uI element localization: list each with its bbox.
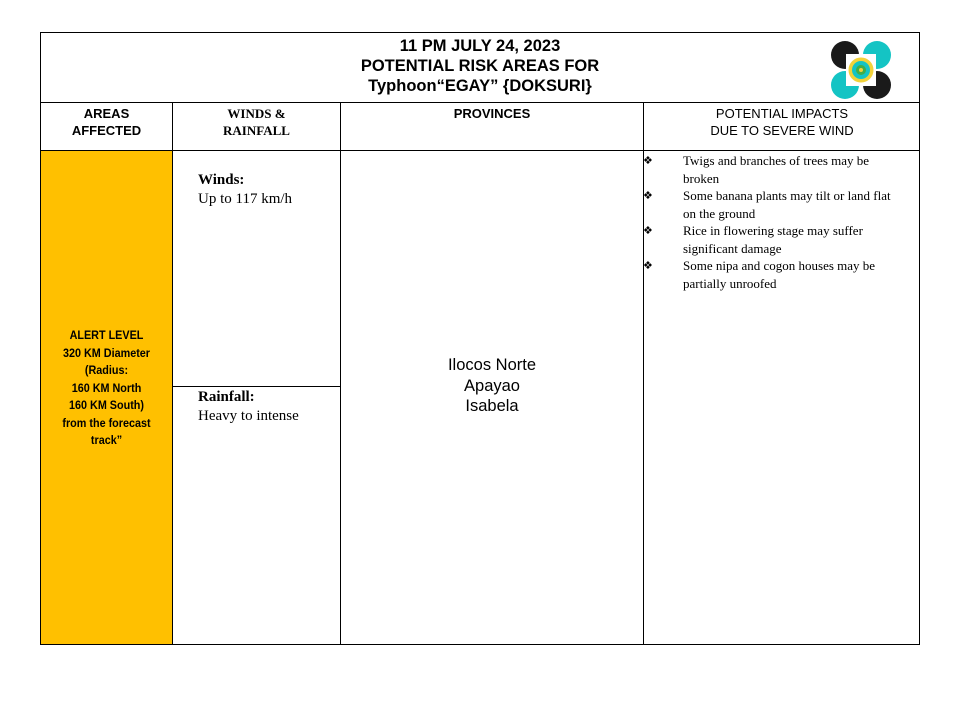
impact-item: ❖ Some banana plants may tilt or land flat on the ground xyxy=(643,188,891,221)
agency-logo-icon xyxy=(830,40,892,100)
rainfall-value: Heavy to intense xyxy=(198,408,299,424)
province-item: Isabela xyxy=(465,397,519,415)
rainfall-info xyxy=(198,388,299,426)
impact-item: ❖ Rice in flowering stage may suffer significant damage xyxy=(643,223,863,256)
province-item: Ilocos Norte xyxy=(447,356,537,374)
diamond-bullet-icon: ❖ xyxy=(643,259,653,272)
diamond-bullet-icon: ❖ xyxy=(643,189,653,202)
page-title xyxy=(40,36,920,96)
rainfall-label: Rainfall: xyxy=(198,389,255,405)
title-line-heading: POTENTIAL RISK AREAS FOR xyxy=(360,57,600,75)
winds-info xyxy=(198,171,292,209)
impacts-list xyxy=(643,152,921,292)
diamond-bullet-icon: ❖ xyxy=(643,224,653,237)
winds-label: Winds: xyxy=(198,172,245,188)
province-item: Apayao xyxy=(464,376,520,395)
impact-item: ❖ Some nipa and cogon houses may be partially unroofed xyxy=(643,258,876,291)
header-provinces: PROVINCES xyxy=(453,106,531,121)
diamond-bullet-icon: ❖ xyxy=(643,154,653,167)
header-winds-rainfall: WINDS & RAINFALL xyxy=(223,106,290,138)
provinces-list xyxy=(341,355,643,417)
title-line-typhoon: Typhoon“EGAY” {DOKSURI} xyxy=(368,77,592,95)
header-potential-impacts: POTENTIAL IMPACTS DUE TO SEVERE WIND xyxy=(710,106,854,138)
alert-level-text: ALERT LEVEL 320 KM Diameter (Radius: 160 KM North 160 KM South) from the forecast track” xyxy=(62,328,151,447)
winds-rainfall-divider xyxy=(172,386,341,387)
column-divider-1 xyxy=(172,102,173,645)
impact-item: ❖ Twigs and branches of trees may be broken xyxy=(643,153,870,186)
header-areas-affected: AREAS AFFECTED xyxy=(71,106,142,138)
winds-value: Up to 117 km/h xyxy=(198,191,293,207)
title-line-date: 11 PM JULY 24, 2023 xyxy=(399,37,561,55)
